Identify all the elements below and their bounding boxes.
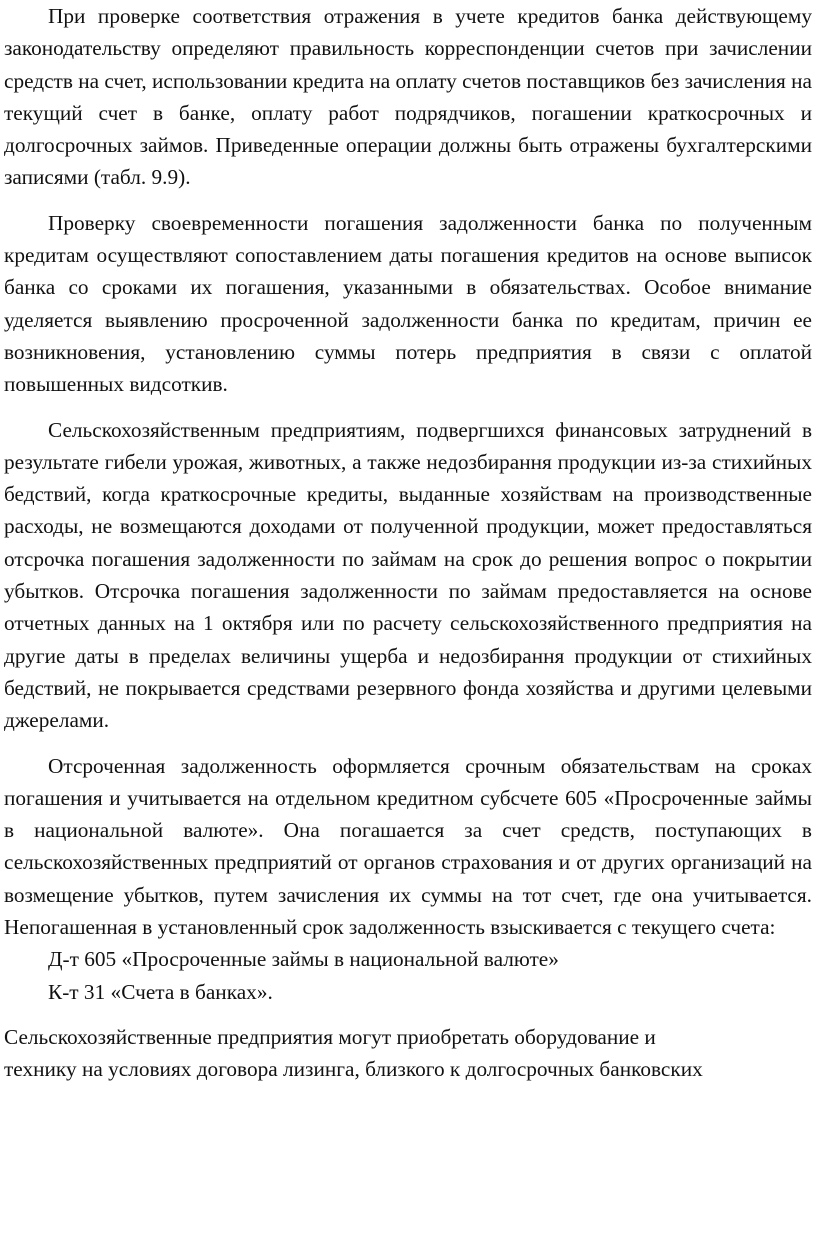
paragraph-repayment-check: Проверку своевременности погашения задолженности банка по полученным кредитам осуществляют сопоставлением даты погашения кредитов на основе выписок банка со сроками их погашения, указанными в обязательствах. Особое внимание уделяется выявлению просроченной задолженности банка по кредитам, причин ее возникновения, установлению суммы потерь предприятия в связи с оплатой повышенных видсоткив. <box>4 210 812 397</box>
paragraph-leasing <box>4 1021 812 1086</box>
paragraph-audit-accounting: При проверке соответствия отражения в учете кредитов банка действующему законодательству определяют правильность корреспонденции счетов при зачислении средств на счет, использовании кредита на оплату счетов поставщиков без зачисления на текущий счет в банке, оплату работ подрядчиков, погашении краткосрочных и долгосрочных займов. Приведенные операции должны быть отражены бухгалтерскими записями (табл. 9.9). <box>4 4 812 190</box>
entry-credit: К-т 31 «Счета в банках». <box>48 979 273 1004</box>
paragraph-leasing-line-1: Сельскохозяйственные предприятия могут приобретать оборудование и <box>4 1024 656 1049</box>
paragraph-leasing-line-2: технику на условиях договора лизинга, близкого к долгосрочных банковских <box>4 1057 703 1082</box>
paragraph-deferred-debt: Отсроченная задолженность оформляется срочным обязательствам на сроках погашения и учитывается на отдельном кредитном субсчете 605 «Просроченные займы в национальной валюте». Она погашается за счет средств, поступающих в сельскохозяйственных предприятий от органов страхования и от других организаций на возмещение убытков, путем зачисления их суммы на тот счет, где она учитывается. Непогашенная в установленный срок задолженность взыскивается с текущего счета: <box>4 753 812 940</box>
document-page <box>4 0 812 1086</box>
paragraph-deferral: Сельскохозяйственным предприятиям, подвергшихся финансовых затруднений в результате гибели урожая, животных, а также недозбирання продукции из-за стихийных бедствий, когда краткосрочные кредиты, выданные хозяйствам на производственные расходы, не возмещаются доходами от полученной продукции, может предоставляться отсрочка погашения задолженности по займам на срок до решения вопрос о покрытии убытков. Отсрочка погашения задолженности по займам предоставляется на основе отчетных данных на 1 октября или по расчету сельскохозяйственного предприятия на другие даты в пределах величины ущерба и недозбирання продукции от стихийных бедствий, не покрывается средствами резервного фонда хозяйства и другими целевыми джерелами. <box>4 417 812 733</box>
entry-debit: Д-т 605 «Просроченные займы в национальной валюте» <box>48 947 559 972</box>
